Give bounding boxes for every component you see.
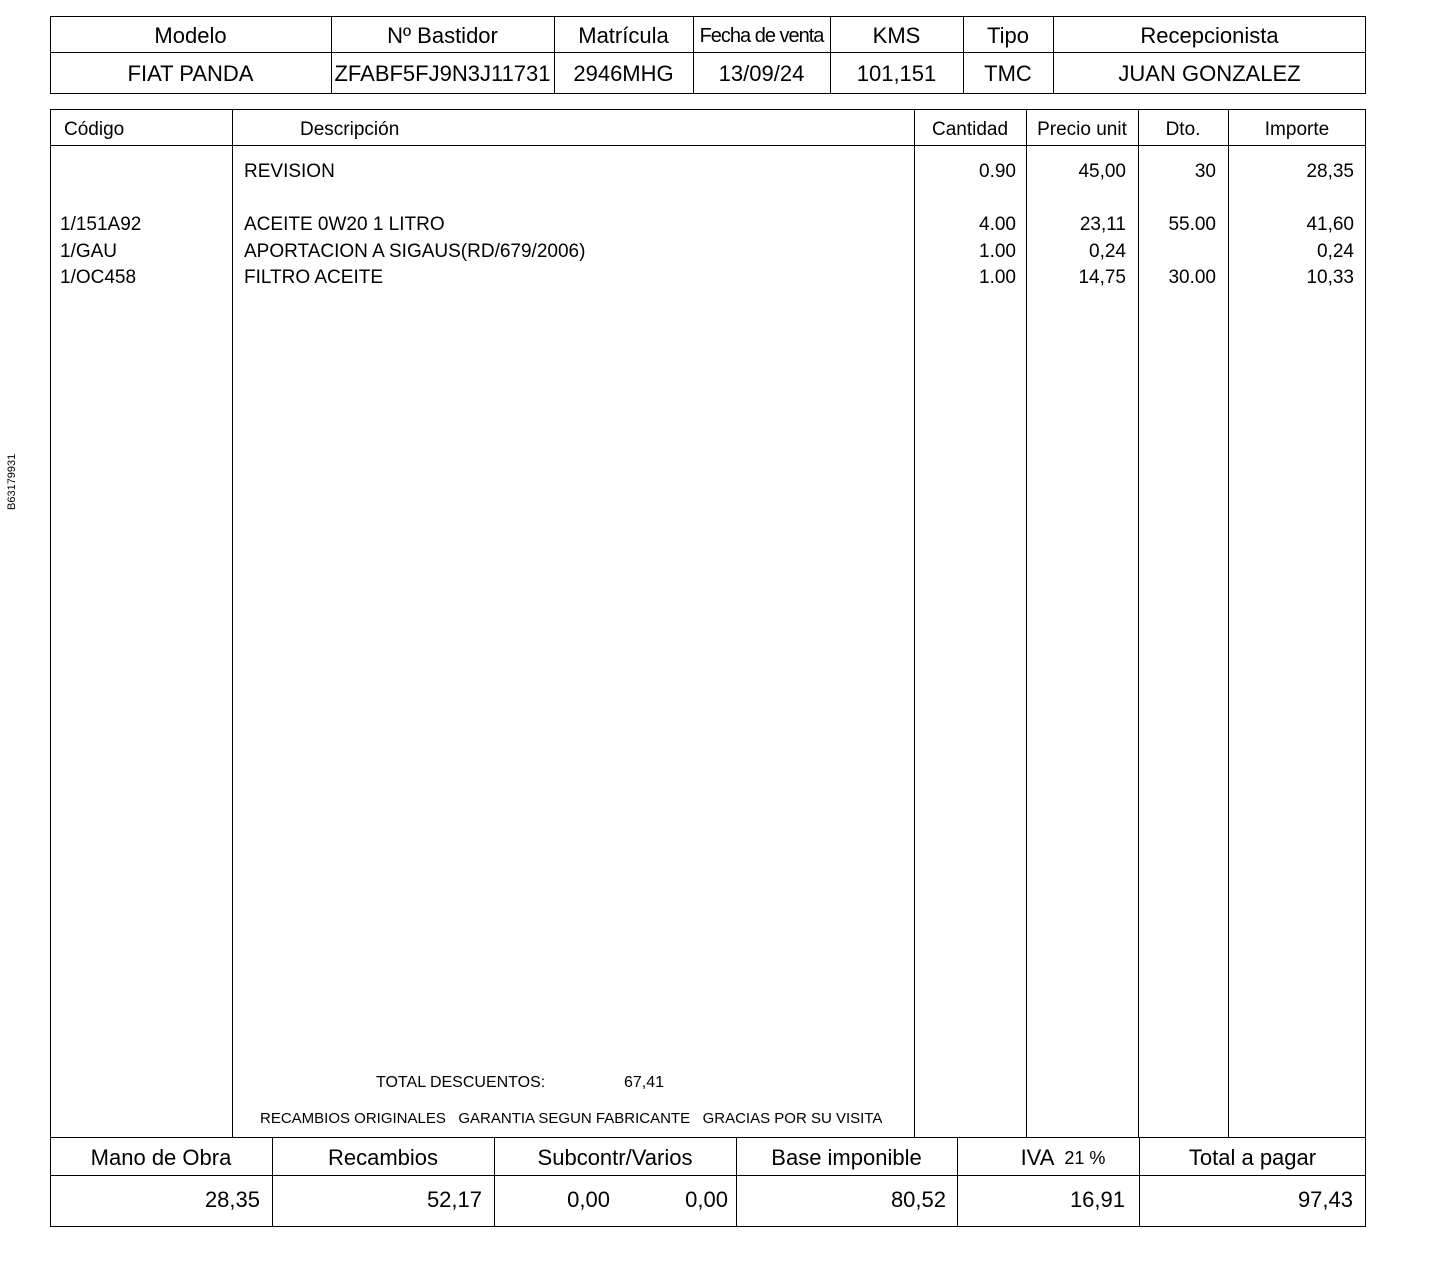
column-header-cantidad: Cantidad (931, 119, 1009, 140)
row-unit-price: 0,24 (1089, 241, 1126, 262)
total-discounts-label: TOTAL DESCUENTOS: (376, 1074, 546, 1091)
row-description: ACEITE 0W20 1 LITRO (244, 214, 445, 235)
vehicle-header-tipo: Tipo (987, 23, 1029, 48)
row-amount: 41,60 (1306, 214, 1354, 235)
totals-label-total-a-pagar: Total a pagar (1188, 1145, 1317, 1170)
row-discount: 30 (1194, 161, 1216, 182)
totals-label-iva (957, 1139, 1139, 1177)
row-unit-price: 14,75 (1078, 267, 1126, 288)
vehicle-value-matricula: 2946MHG (573, 61, 674, 86)
vehicle-header-matricula: Matrícula (578, 23, 669, 48)
totals-label-mano-de-obra: Mano de Obra (90, 1145, 232, 1170)
row-unit-price: 23,11 (1079, 214, 1126, 235)
totals-label-recambios: Recambios (327, 1145, 439, 1170)
vehicle-value-tipo: TMC (984, 61, 1032, 86)
row-unit-price: 45,00 (1078, 161, 1126, 182)
row-amount: 0,24 (1317, 241, 1354, 262)
vehicle-header-kms: KMS (872, 23, 921, 48)
totals-label-base-imponible: Base imponible (771, 1145, 922, 1170)
iva-label: IVA (1020, 1145, 1055, 1170)
row-code: 1/OC458 (60, 267, 137, 288)
vehicle-value-fecha-venta: 13/09/24 (718, 61, 805, 86)
row-amount: 28,35 (1306, 161, 1354, 182)
row-code: 1/151A92 (60, 214, 142, 235)
totals-value-iva: 16,91 (1069, 1187, 1125, 1212)
vehicle-header-recepcionista: Recepcionista (1140, 23, 1279, 48)
total-discounts-value: 67,41 (624, 1074, 665, 1091)
column-header-precio-unit: Precio unit (1037, 119, 1127, 140)
vehicle-value-modelo: FIAT PANDA (127, 61, 254, 86)
vehicle-header-fecha-venta: Fecha de venta (699, 24, 824, 47)
totals-value-base-imponible: 80,52 (890, 1187, 946, 1212)
row-quantity: 1.00 (979, 267, 1016, 288)
totals-value-mano-de-obra: 28,35 (204, 1187, 260, 1212)
row-description: APORTACION A SIGAUS(RD/679/2006) (244, 241, 586, 262)
row-code: 1/GAU (60, 241, 118, 262)
iva-rate: 21 % (1064, 1147, 1106, 1168)
column-header-importe: Importe (1264, 119, 1330, 140)
row-quantity: 4.00 (979, 214, 1016, 235)
totals-value-subcontr-1: 0,00 (567, 1187, 610, 1212)
side-document-code: B63179931 (6, 453, 18, 510)
row-quantity: 0.90 (979, 161, 1016, 182)
column-header-dto: Dto. (1165, 119, 1201, 140)
totals-label-subcontr: Subcontr/Varios (537, 1145, 693, 1170)
column-header-codigo: Código (64, 119, 125, 140)
totals-value-subcontr-2: 0,00 (685, 1187, 728, 1212)
row-quantity: 1.00 (979, 241, 1016, 262)
column-header-descripcion: Descripción (300, 119, 400, 140)
row-discount: 30.00 (1168, 267, 1216, 288)
footer-note: RECAMBIOS ORIGINALES GARANTIA SEGUN FABRICANTE GRACIAS POR SU VISITA (260, 1110, 883, 1127)
vehicle-value-kms: 101,151 (856, 61, 937, 86)
vehicle-header-modelo: Modelo (154, 23, 227, 48)
row-amount: 10,33 (1306, 267, 1354, 288)
row-discount: 55.00 (1168, 214, 1216, 235)
vehicle-value-bastidor: ZFABF5FJ9N3J11731 (334, 61, 551, 86)
row-description: FILTRO ACEITE (244, 267, 384, 288)
totals-value-recambios: 52,17 (426, 1187, 482, 1212)
vehicle-header-bastidor: Nº Bastidor (387, 23, 498, 48)
row-description: REVISION (244, 161, 335, 182)
vehicle-value-recepcionista: JUAN GONZALEZ (1118, 61, 1301, 86)
totals-value-total-a-pagar: 97,43 (1297, 1187, 1353, 1212)
